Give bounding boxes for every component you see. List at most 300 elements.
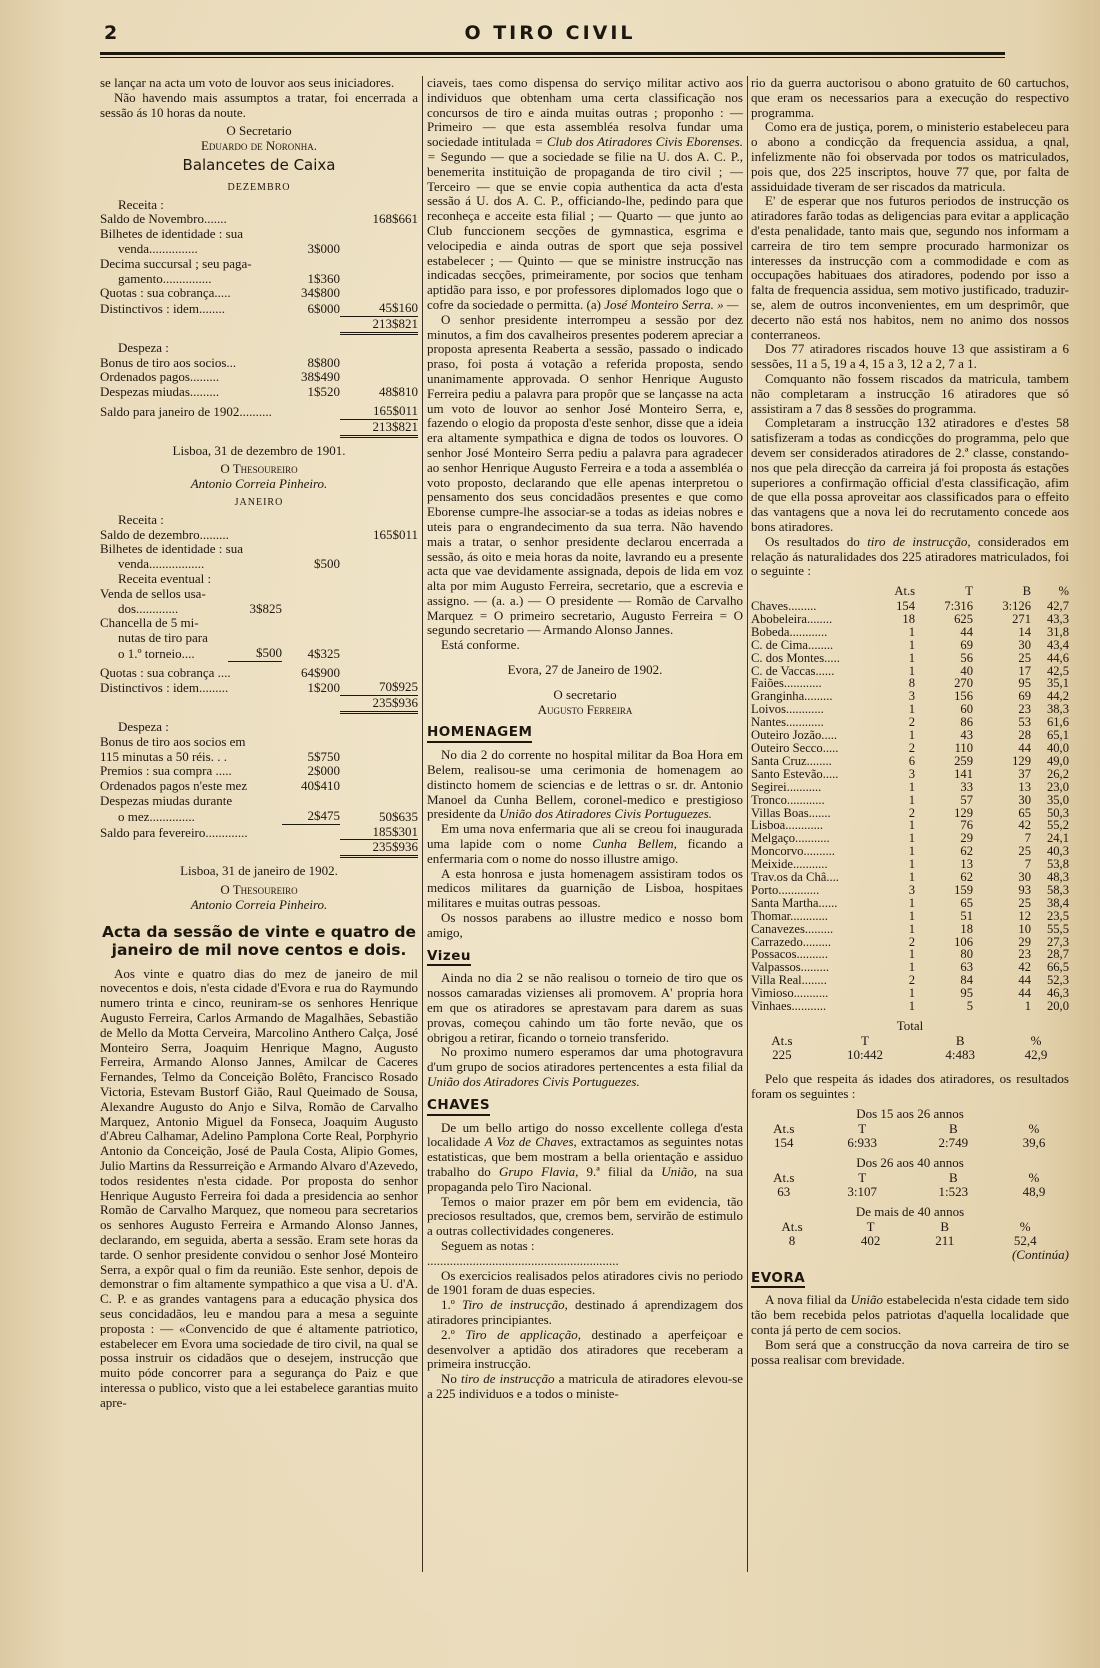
table-cell: 55,2 bbox=[1046, 818, 1069, 833]
paragraph: No proximo numero esperamos dar uma photogravura d'um grupo de socios atiradores pertencentes a esta filial da União dos Atiradores Civis Portuguezes. bbox=[427, 1044, 743, 1089]
table-cell: 80 bbox=[960, 947, 973, 962]
table-cell: 3 bbox=[908, 689, 915, 704]
table-cell: 10 bbox=[1018, 921, 1031, 936]
table-cell: 50,3 bbox=[1046, 805, 1069, 820]
table-cell: 55,5 bbox=[1046, 921, 1069, 936]
table-cell: 154 bbox=[896, 599, 915, 613]
paragraph: Dos 77 atiradores riscados houve 13 que assistiram a 6 sessões, 11 a 5, 19 a 4, 15 a 3, 12 a 2, 7 a 1. bbox=[751, 341, 1069, 372]
table-cell: 86 bbox=[960, 715, 973, 730]
table-row bbox=[751, 639, 1069, 652]
table-cell: 1 bbox=[908, 947, 915, 962]
place-name: Santa Martha...... bbox=[751, 895, 838, 910]
table-cell: 23,5 bbox=[1046, 908, 1069, 923]
table-cell: 129 bbox=[954, 805, 973, 820]
table-cell: 1 bbox=[908, 779, 915, 794]
column-2 bbox=[427, 76, 743, 1402]
place-name: Possacos.......... bbox=[751, 947, 828, 962]
ledger-december bbox=[100, 181, 418, 492]
table-cell: 1 bbox=[908, 999, 915, 1014]
table-cell: 271 bbox=[1012, 611, 1031, 626]
table-cell: 40 bbox=[960, 663, 973, 678]
section-heading-vizeu: Vizeu bbox=[427, 949, 471, 967]
paragraph: No dia 2 do corrente no hospital militar da Boa Hora em Belem, realisou-se uma cerimonia de homenagem ao distincto homem de sciencias e de lettras o sr. dr. Antonio Manoel da Cunha Bellem, coronel-medico e prestigioso presidente da União dos Atiradores Civis Portuguezes. bbox=[427, 747, 743, 822]
table-cell: 1 bbox=[908, 818, 915, 833]
ledger-row: venda............... 3$000 bbox=[118, 240, 340, 256]
table-cell: 44 bbox=[1018, 986, 1031, 1001]
table-cell: 25 bbox=[1018, 844, 1031, 859]
ledger-january bbox=[100, 496, 418, 913]
table-cell: 7:316 bbox=[944, 599, 973, 613]
table-cell: 18 bbox=[960, 921, 973, 936]
ledger-total: 213$821 bbox=[100, 420, 418, 438]
date-line: Lisboa, 31 de janeiro de 1902. bbox=[180, 863, 338, 879]
table-cell: 51 bbox=[960, 908, 973, 923]
column-divider bbox=[747, 76, 748, 1572]
table-cell: 42 bbox=[1018, 818, 1031, 833]
table-cell: 1 bbox=[908, 844, 915, 859]
dotted-separator: ........................................................... bbox=[427, 1253, 619, 1268]
table-cell: 23 bbox=[1018, 947, 1031, 962]
date-line: Evora, 27 de Janeiro de 1902. bbox=[507, 662, 663, 678]
paragraph: Seguem as notas : bbox=[441, 1237, 535, 1253]
table-cell: 35,1 bbox=[1046, 676, 1069, 691]
ledger-row: Premios : sua compra ..... 2$000 bbox=[100, 763, 340, 779]
table-cell: 2 bbox=[908, 740, 915, 755]
table-cell: 1 bbox=[908, 857, 915, 872]
table-cell: 7 bbox=[1024, 857, 1031, 872]
age-group bbox=[751, 1156, 1069, 1199]
table-cell: 3 bbox=[908, 766, 915, 781]
table-cell: 259 bbox=[954, 753, 973, 768]
month-heading: JANEIRO bbox=[234, 496, 284, 508]
column-1 bbox=[100, 76, 418, 1411]
month-heading: DEZEMBRO bbox=[227, 181, 291, 193]
table-cell: 28 bbox=[1018, 728, 1031, 743]
ledger-row: Bilhetes de identidade : sua bbox=[100, 226, 243, 242]
table-header-row: At.s T B % bbox=[771, 1032, 1042, 1048]
table-cell: 3 bbox=[908, 882, 915, 897]
column-header: % bbox=[1058, 584, 1069, 599]
place-name: Meixide........... bbox=[751, 857, 828, 872]
place-name: Carrazedo......... bbox=[751, 934, 832, 949]
masthead bbox=[0, 0, 1100, 70]
table-row bbox=[751, 600, 1069, 613]
table-cell: 24,1 bbox=[1046, 831, 1069, 846]
table-cell: 62 bbox=[960, 870, 973, 885]
table-cell: 62 bbox=[960, 844, 973, 859]
table-cell: 27,3 bbox=[1046, 934, 1069, 949]
table-row bbox=[751, 897, 1069, 910]
ledger-row: Saldo de Novembro....... 168$661 bbox=[100, 211, 418, 227]
table-cell: 20,0 bbox=[1046, 999, 1069, 1014]
table-row: 8 402 211 52,4 bbox=[788, 1232, 1037, 1248]
place-name: Melgaço........... bbox=[751, 831, 830, 846]
table-row bbox=[751, 742, 1069, 755]
table-row bbox=[751, 910, 1069, 923]
paragraph: Em uma nova enfermaria que ali se creou foi inaugurada uma lapide com o nome Cunha Bellem, ficando a enfermaria com o nome do nosso illustre amigo. bbox=[427, 821, 744, 866]
table-cell: 43,4 bbox=[1046, 637, 1069, 652]
table-cell: 13 bbox=[960, 857, 973, 872]
paragraph: 1.º Tiro de instrucção, destinado á aprendizagem dos atiradores principiantes. bbox=[427, 1297, 744, 1327]
place-name: Bobeda............ bbox=[751, 624, 828, 639]
table-header-row: At.s T B % bbox=[773, 1121, 1040, 1137]
table-cell: 66,5 bbox=[1046, 960, 1069, 975]
table-cell: 40,3 bbox=[1046, 844, 1069, 859]
table-cell: 1 bbox=[908, 650, 915, 665]
paragraph: No tiro de instrucção a matricula de atiradores elevou-se a 225 individuos e a todos o ministe- bbox=[427, 1371, 744, 1401]
table-cell: 2 bbox=[908, 805, 915, 820]
age-group-label: Dos 15 aos 26 annos bbox=[856, 1106, 964, 1122]
table-row bbox=[751, 626, 1069, 639]
paragraph: Está conforme. bbox=[441, 637, 520, 653]
section-heading: Balancetes de Caixa bbox=[182, 155, 336, 174]
place-name: Santa Cruz........ bbox=[751, 753, 832, 768]
article-body: Aos vinte e quatro dias do mez de janeiro de mil novecentos e dois, n'esta cidade d'Evora e rua do Raymundo numero trinta e cinco, reuniram-se os senhores Henrique Augusto Ferreira, Carlos Armando de Magalhães, Sebastião de Mello da Motta Cerveira, Marcolino Anthero Calça, José Monteiro Serra, Joaquim Henrique Magno, Augusto Ferreira, Armando Alonso Jannes, Amilcar de Caceres Fernandes, Telmo da Conceição Bolêto, Francisco Rosado Victoria, Estevam Bustorf Gião, Raul Queimado de Sousa, Alexandre Augusto do Anjo e Silva, Romão de Carvalho Marquez, Antonio Miguel da Fonseca, Joaquim Augusto d'Abreu Calhamar, Adelino Pamplona Corte Real, Porphyrio Antonio da Conceição, José de Paula Costa, Alipio Gomes, Julio Martins da Ressurreição e Armando Alvaro d'Azevedo, todos residentes n'esta cidade. Por proposta do senhor Henrique Augusto Ferreira foi dada a presidencia ao senhor Romão de Carvalho Marquez, que nomeou para secretarios os senhores Augusto Ferreira e Armando Alonso Jannes, declarando, em seguida, aberta a sessão. Eram sete horas da tarde. O senhor presidente convidou o senhor José Monteiro Serra, a expôr qual o fim da reunião. Este senhor, depois de demonstrar o fim altamente sympathico a que visa a U. d'A. C. P. e as grandes vantagens para a educação physica dos seus concidadãos, leu e mandou para a mesa a seguinte proposta : — «Convencido de que é altamente patriotico, estabelecer em Evora uma sociedade de tiro civil, na qual se possa instruir os cidadãos que o desejem, instrucção que muito póde concorrer para a segurança do Paiz e que interessa o publico, visto que a lei estabelece garantias muito apre- bbox=[100, 965, 418, 1410]
ledger-row: Bonus de tiro aos socios em bbox=[100, 733, 246, 749]
article-body: O senhor presidente interrompeu a sessão por dez minutos, a fim dos cavalheiros presentes poderem apreciar a proposta apresenta Reaberta a sessão, passado o indicado praso, foi posta á votação a referida proposta, sendo unanimamente approvada. O senhor Henrique Augusto Ferreira pediu a palavra para propôr que se lançasse na acta um voto de louvor ao senhor José Monteiro Serra, e, fazendo o elogio da proposta d'este senhor, disse que a ideia era altamente sympathica e digna de todos os louvores. O senhor José Monteiro Serra pediu a palavra para agradecer ao senhor Henrique Augusto Ferreira e a toda a assembléa o voto proposto, declarando que elle apenas interpretou o pensamento dos seus concidadãos presentes e que como Eborense cumpre-lhe associar-se a todas as ideias nobres e uteis para o engrandecimento da sua terra. Não havendo mais a tratar, o senhor presidente declarou encerrada a sessão, ás oito e meia horas da noite, lavrando eu a presente acta que vae devidamente assignada, depois de lida em voz alta por mim Augusto Ferreira, secretario, que a escrevia e assigno. — (a. a.) — O presidente — Romão de Carvalho Marquez = O primeiro secretario, Augusto Ferreira = O segundo secretario — Armando Alonso Jannes. bbox=[427, 311, 743, 638]
ledger-row: Chancella de 5 mi- bbox=[100, 615, 199, 631]
table-cell: 65,1 bbox=[1046, 728, 1069, 743]
signature-role: O Thesoureiro bbox=[220, 882, 298, 898]
total-table bbox=[751, 1034, 1069, 1062]
place-name: C. dos Montes..... bbox=[751, 650, 840, 665]
table-cell: 6 bbox=[908, 753, 915, 768]
table-row: 154 6:933 2:749 39,6 bbox=[774, 1135, 1046, 1151]
table-cell: 2 bbox=[908, 934, 915, 949]
place-name: Loivos............ bbox=[751, 702, 824, 717]
place-name: Abobeleira........ bbox=[751, 611, 833, 626]
table-cell: 1 bbox=[908, 663, 915, 678]
table-cell: 43 bbox=[960, 728, 973, 743]
place-name: Villas Boas....... bbox=[751, 805, 831, 820]
table-cell: 69 bbox=[1018, 689, 1031, 704]
newspaper-title: O TIRO CIVIL bbox=[464, 22, 636, 44]
table-row bbox=[751, 923, 1069, 936]
table-cell: 44,6 bbox=[1046, 650, 1069, 665]
table-cell: 1 bbox=[908, 702, 915, 717]
signature-role: O secretario bbox=[553, 686, 617, 702]
table-cell: 1 bbox=[908, 895, 915, 910]
continued-note: (Continúa) bbox=[1011, 1246, 1069, 1262]
table-header-row: At.s T B % bbox=[773, 1169, 1040, 1185]
table-cell: 1 bbox=[908, 637, 915, 652]
table-header-row: At.s T B % bbox=[781, 1218, 1031, 1234]
column-header: At.s bbox=[894, 584, 915, 599]
paragraph: 2.º Tiro de applicação, destinado a aperfeiçoar e desenvolver a aptidão dos atiradores que receberam a primeira instrucção. bbox=[427, 1326, 744, 1372]
table-cell: 270 bbox=[954, 676, 973, 691]
table-cell: 625 bbox=[954, 611, 973, 626]
signature-name: Antonio Correia Pinheiro. bbox=[190, 896, 328, 912]
table-cell: 37 bbox=[1018, 766, 1031, 781]
table-cell: 23,0 bbox=[1046, 779, 1069, 794]
paragraph: Bom será que a construcção da nova carreira de tiro se possa realisar com brevidade. bbox=[751, 1336, 1069, 1367]
place-name: Faiões............ bbox=[751, 676, 822, 691]
table-cell: 93 bbox=[1018, 882, 1031, 897]
table-cell: 28,7 bbox=[1046, 947, 1069, 962]
place-name: Valpassos......... bbox=[751, 960, 830, 975]
table-cell: 30 bbox=[1018, 870, 1031, 885]
section-heading-evora: EVORA bbox=[751, 1271, 805, 1289]
place-name: Porto............. bbox=[751, 882, 820, 897]
ledger-row: Ordenados pagos n'este mez 40$410 bbox=[100, 778, 340, 794]
place-name: Tronco............ bbox=[751, 792, 825, 807]
table-cell: 76 bbox=[960, 818, 973, 833]
paragraph: Não havendo mais assumptos a tratar, foi encerrada a sessão ás 10 horas da noute. bbox=[100, 89, 418, 120]
table-cell: 43,3 bbox=[1046, 611, 1069, 626]
ledger-subhead: Despeza : bbox=[118, 339, 169, 355]
ledger-row: Decima succursal ; seu paga- bbox=[100, 255, 252, 271]
table-cell: 35,0 bbox=[1046, 792, 1069, 807]
table-cell: 1 bbox=[908, 831, 915, 846]
table-row bbox=[751, 871, 1069, 884]
section-heading-homenagem: HOMENAGEM bbox=[427, 725, 532, 743]
paragraph: Ainda no dia 2 se não realisou o torneio de tiro que os nossos camaradas vizienses ali promovem. A' propria hora em que os atiradores se aprestavam para darem as suas provas, começou cahindo um tão forte nevão, que os obrigou a retirar, ficando o torneio transferido. bbox=[427, 970, 743, 1045]
table-cell: 14 bbox=[1018, 624, 1031, 639]
table-cell: 44 bbox=[1018, 973, 1031, 988]
ledger-row: Quotas : sua cobrança..... 34$800 bbox=[100, 285, 340, 301]
place-name: Lisboa............ bbox=[751, 818, 824, 833]
age-group-label: De mais de 40 annos bbox=[855, 1203, 965, 1219]
ledger-row: Saldo para janeiro de 1902.......... 165$011 bbox=[100, 402, 418, 419]
ledger-subhead: Despeza : bbox=[118, 719, 169, 735]
table-cell: 5 bbox=[966, 999, 973, 1014]
table-row bbox=[751, 652, 1069, 665]
table-cell: 26,2 bbox=[1046, 766, 1069, 781]
table-row: 225 10:442 4:483 42,9 bbox=[772, 1046, 1048, 1062]
table-cell: 13 bbox=[1018, 779, 1031, 794]
signature-name: Eduardo de Noronha. bbox=[200, 138, 318, 154]
ledger-total: 235$936 bbox=[100, 696, 418, 714]
table-cell: 141 bbox=[954, 766, 973, 781]
ledger-row: venda................. $500 bbox=[118, 556, 340, 572]
paragraph: se lançar na acta um voto de louvor aos seus iniciadores. bbox=[100, 75, 395, 90]
paragraph: Como era de justiça, porem, o ministerio estabeleceu para o abono a condicção da frequencia assidua, a qnal, infelizmente não foi observada por todos os matriculados, pois que, dos 225 inscriptos, houve 77 que, por falta de assiduidade tiveram de ser riscados da matricula. bbox=[751, 119, 1069, 194]
paragraph: Comquanto não fossem riscados da matricula, tambem não completaram a instrucção 16 atiradores que só assistiram a 7 das 8 sessões do programma. bbox=[751, 370, 1069, 416]
age-table bbox=[751, 1171, 1069, 1199]
table-cell: 63 bbox=[960, 960, 973, 975]
table-cell: 95 bbox=[960, 986, 973, 1001]
place-name: Vinhaes........... bbox=[751, 999, 827, 1014]
table-cell: 25 bbox=[1018, 895, 1031, 910]
ledger-total: 235$936 bbox=[100, 840, 418, 858]
place-name: C. de Cima........ bbox=[751, 637, 834, 652]
table-cell: 84 bbox=[960, 973, 973, 988]
ledger-row: Saldo para fevereiro............. 185$301 bbox=[100, 823, 418, 840]
table-cell: 42 bbox=[1018, 960, 1031, 975]
table-cell: 1 bbox=[908, 870, 915, 885]
table-cell: 30 bbox=[1018, 637, 1031, 652]
place-name: Vimioso........... bbox=[751, 986, 829, 1001]
paragraph: E' de esperar que nos futuros periodos de instrucção os atiradores farão todas as deligencias para evitar a applicação d'esta penalidade, tanto mais que, segundo nos informam a carreira de tiro tem sempre procurado harmonizar os interesses da instrucção com a commodidade e com as occupações habituaes dos atiradores, podendo por isso a falta de frequencia assidua, sem motivo justificado, traduzir-se, alem de outros inconvenientes, em um desprimôr, que decerto não está nos habitos, nem no animo dos nossos conterraneos. bbox=[751, 193, 1069, 342]
paragraph: Temos o maior prazer em pôr bem em evidencia, tão preciosos resultados, que, cremos bem, servirão de estimulo a outras collectividades congeneres. bbox=[427, 1193, 743, 1239]
table-cell: 1 bbox=[1024, 999, 1031, 1014]
table-cell: 29 bbox=[960, 831, 973, 846]
table-cell: 110 bbox=[954, 740, 973, 755]
table-cell: 3:126 bbox=[1002, 599, 1031, 613]
table-cell: 159 bbox=[954, 882, 973, 897]
column-header: B bbox=[1022, 584, 1031, 599]
table-row bbox=[751, 794, 1069, 807]
table-cell: 61,6 bbox=[1046, 715, 1069, 730]
place-name: Granginha......... bbox=[751, 689, 833, 704]
place-name: Thomar............ bbox=[751, 908, 828, 923]
ledger-row: Distinctivos : idem......... 1$200 70$925 bbox=[100, 679, 418, 696]
table-cell: 1 bbox=[908, 728, 915, 743]
ledger-row: gamento............... 1$360 bbox=[118, 270, 340, 286]
ledger-row: Bilhetes de identidade : sua bbox=[100, 541, 243, 557]
table-row bbox=[751, 1000, 1069, 1013]
paragraph: De um bello artigo do nosso excellente collega d'esta localidade A Voz de Chaves, extractamos as seguintes notas estatisticas, que bem mostram a bella orientação e assiduo trabalho do Grupo Flavia, 9.ª filial da União, na sua propaganda pelo Tiro Nacional. bbox=[427, 1119, 744, 1194]
table-cell: 42,5 bbox=[1046, 663, 1069, 678]
table-cell: 53 bbox=[1018, 715, 1031, 730]
table-cell: 44 bbox=[960, 624, 973, 639]
age-group bbox=[751, 1107, 1069, 1150]
table-cell: 56 bbox=[960, 650, 973, 665]
age-table bbox=[751, 1220, 1069, 1248]
table-header-row bbox=[751, 585, 1069, 600]
table-cell: 42,7 bbox=[1046, 599, 1069, 613]
table-cell: 12 bbox=[1018, 908, 1031, 923]
ledger-total: 213$821 bbox=[100, 317, 418, 335]
table-cell: 17 bbox=[1018, 663, 1031, 678]
ledger-row: Bonus de tiro aos socios... 8$800 bbox=[100, 354, 340, 370]
ledger-row: Quotas : sua cobrança .... 64$900 bbox=[100, 664, 340, 680]
table-cell: 38,3 bbox=[1046, 702, 1069, 717]
ledger-row: Despezas miudas durante bbox=[100, 793, 233, 809]
page-number: 2 bbox=[104, 22, 118, 44]
table-cell: 156 bbox=[954, 689, 973, 704]
paragraph: Os resultados do tiro de instrucção, considerados em relação ás naturalidades dos 225 atiradores matriculados, foi o seguinte : bbox=[751, 533, 1070, 579]
table-cell: 1 bbox=[908, 908, 915, 923]
ledger-subhead: Receita : bbox=[118, 511, 164, 527]
table-cell: 1 bbox=[908, 792, 915, 807]
age-table bbox=[751, 1122, 1069, 1150]
header-rule-thin bbox=[100, 57, 1005, 58]
ledger-row: o mez.............. 2$475 50$635 bbox=[118, 807, 418, 824]
paragraph: Pelo que respeita ás idades dos atiradores, os resultados foram os seguintes : bbox=[751, 1070, 1069, 1101]
ledger-subhead: Receita eventual : bbox=[118, 570, 212, 586]
column-divider bbox=[422, 76, 423, 1572]
age-group bbox=[751, 1205, 1069, 1248]
table-cell: 48,3 bbox=[1046, 870, 1069, 885]
table-cell: 1 bbox=[908, 624, 915, 639]
place-name: Villa Real........ bbox=[751, 973, 827, 988]
paragraph: Os nossos parabens ao illustre medico e nosso bom amigo, bbox=[427, 910, 743, 940]
table-cell: 65 bbox=[960, 895, 973, 910]
table-cell: 29 bbox=[1018, 934, 1031, 949]
table-cell: 2 bbox=[908, 715, 915, 730]
place-name: Nantes............ bbox=[751, 715, 824, 730]
table-cell: 129 bbox=[1012, 753, 1031, 768]
header-rule bbox=[100, 52, 1005, 55]
ledger-row: Venda de sellos usa- bbox=[100, 585, 206, 601]
table-cell: 69 bbox=[960, 637, 973, 652]
age-group-label: Dos 26 aos 40 annos bbox=[856, 1155, 964, 1171]
section-heading-chaves: CHAVES bbox=[427, 1098, 490, 1116]
table-cell: 23 bbox=[1018, 702, 1031, 717]
table-cell: 38,4 bbox=[1046, 895, 1069, 910]
ledger-row: Distinctivos : idem........ 6$000 45$160 bbox=[100, 300, 418, 317]
signature-role: O Thesoureiro bbox=[220, 461, 298, 477]
table-cell: 18 bbox=[902, 611, 915, 626]
table-cell: 57 bbox=[960, 792, 973, 807]
paragraph: Os exercicios realisados pelos atiradores civis no periodo de 1901 foram de duas especies. bbox=[427, 1267, 743, 1298]
place-name: Outeiro Secco..... bbox=[751, 740, 839, 755]
table-row bbox=[751, 781, 1069, 794]
ledger-row: Ordenados pagos......... 38$490 bbox=[100, 369, 340, 385]
signature-role: O Secretario bbox=[226, 123, 292, 139]
ledger-row: 115 minutas a 50 réis. . . 5$750 bbox=[100, 748, 340, 764]
article-headline: Acta da sessão de vinte e quatro de janeiro de mil nove centos e dois. bbox=[101, 922, 417, 959]
ledger-row: Saldo de dezembro......... 165$011 bbox=[100, 526, 418, 542]
place-name: Canavezes......... bbox=[751, 921, 834, 936]
table-row bbox=[751, 768, 1069, 781]
table-cell: 106 bbox=[954, 934, 973, 949]
table-row bbox=[751, 613, 1069, 626]
table-row bbox=[751, 884, 1069, 897]
place-name: C. de Vaccas...... bbox=[751, 663, 835, 678]
place-name: Chaves......... bbox=[751, 599, 817, 613]
table-cell: 1 bbox=[908, 921, 915, 936]
table-cell: 1 bbox=[908, 960, 915, 975]
naturalities-table bbox=[751, 585, 1069, 1013]
place-name: Segirei........... bbox=[751, 779, 822, 794]
date-line: Lisboa, 31 de dezembro de 1901. bbox=[172, 442, 346, 458]
table-cell: 30 bbox=[1018, 792, 1031, 807]
signature-name: Antonio Correia Pinheiro. bbox=[190, 476, 328, 492]
table-cell: 46,3 bbox=[1046, 986, 1069, 1001]
total-label: Total bbox=[896, 1018, 924, 1033]
ledger-subhead: Receita : bbox=[118, 196, 164, 212]
table-cell: 7 bbox=[1024, 831, 1031, 846]
table-row: 63 3:107 1:523 48,9 bbox=[777, 1183, 1046, 1199]
table-cell: 40,0 bbox=[1046, 740, 1069, 755]
table-cell: 52,3 bbox=[1046, 973, 1069, 988]
table-cell: 25 bbox=[1018, 650, 1031, 665]
table-cell: 65 bbox=[1018, 805, 1031, 820]
column-3 bbox=[751, 76, 1069, 1367]
paragraph: A esta honrosa e justa homenagem assistiram todos os medicos militares da guarnição de Lisboa, hospitaes militares e muitas outras pessoas. bbox=[427, 865, 743, 911]
ledger-row: o 1.º torneio.... $500 4$325 bbox=[118, 644, 340, 661]
table-cell: 31,8 bbox=[1046, 624, 1069, 639]
paragraph: Completaram a instrucção 132 atiradores e d'estes 58 satisfizeram a todas as condicções do programma, pelo que devem ser considerados atiradores de 2.ª classe, constando-nos que pela direcção da carreira já foi proposta ás estações superiores a confirmação official d'esta classificação, afim de que ella possa aproveitar aos classificados para o effeito das vantagens que a nova lei do recrutamento concede aos bons atiradores. bbox=[751, 415, 1069, 534]
table-cell: 60 bbox=[960, 702, 973, 717]
table-cell: 58,3 bbox=[1046, 882, 1069, 897]
place-name: Trav.os da Châ.... bbox=[751, 870, 839, 885]
place-name: Santo Estevão..... bbox=[751, 766, 839, 781]
paragraph: A nova filial da União estabelecida n'esta cidade tem sido tão bem recebida pelos patriotas d'aquella localidade que conta já perto de cem socios. bbox=[751, 1292, 1070, 1337]
ledger-row: nutas de tiro para bbox=[118, 630, 208, 646]
signature-name: Augusto Ferreira bbox=[537, 701, 633, 717]
place-name: Moncorvo.......... bbox=[751, 844, 835, 859]
place-name: Outeiro Jozão..... bbox=[751, 728, 838, 743]
table-cell: 95 bbox=[1018, 676, 1031, 691]
article-body: ciaveis, taes como dispensa do serviço militar activo aos individuos que obtenham uma certa classificação nos concursos de tiro e ainda muitas outras ; proponho : — Primeiro — que esta assembléa resolva fundar uma sociedade intitulada = Club dos Atiradores Civis Eborenses. = Segundo — que a sociedade se filie na U. dos A. C. P., benemerita instituição de propaganda de tiro civil ; — Terceiro — que se envie copia authentica da acta d'esta sessão á U. dos A. C. P., officiando-lhe, pedindo para que reconheça e acceite esta filial ; — Quarto — que junto ao Club funccionem secções de gymnastica, esgrima e velocipedia e ainda outras de sport que seja possivel estabelecer ; — Quinto — que se ministre instrucção nas indicadas secções, primeiramente, por socios que tenham aptidão para isso, e por professores diplomados logo que o cofre da sociedade o permitta. (a) José Monteiro Serra. » — bbox=[427, 75, 744, 312]
table-row bbox=[751, 755, 1069, 768]
table-cell: 44 bbox=[1018, 740, 1031, 755]
paragraph: rio da guerra auctorisou o abono gratuito de 60 cartuchos, que eram os necessarios para a execução do respectivo programma. bbox=[751, 75, 1069, 120]
table-cell: 44,2 bbox=[1046, 689, 1069, 704]
table-cell: 53,8 bbox=[1046, 857, 1069, 872]
table-cell: 8 bbox=[908, 676, 915, 691]
column-header: T bbox=[965, 584, 973, 599]
table-cell: 33 bbox=[960, 779, 973, 794]
ledger-row: dos............. 3$825 bbox=[118, 600, 282, 616]
ledger-row: Despezas miudas......... 1$520 48$810 bbox=[100, 384, 418, 400]
table-cell: 49,0 bbox=[1046, 753, 1069, 768]
table-cell: 2 bbox=[908, 973, 915, 988]
table-cell: 1 bbox=[908, 986, 915, 1001]
